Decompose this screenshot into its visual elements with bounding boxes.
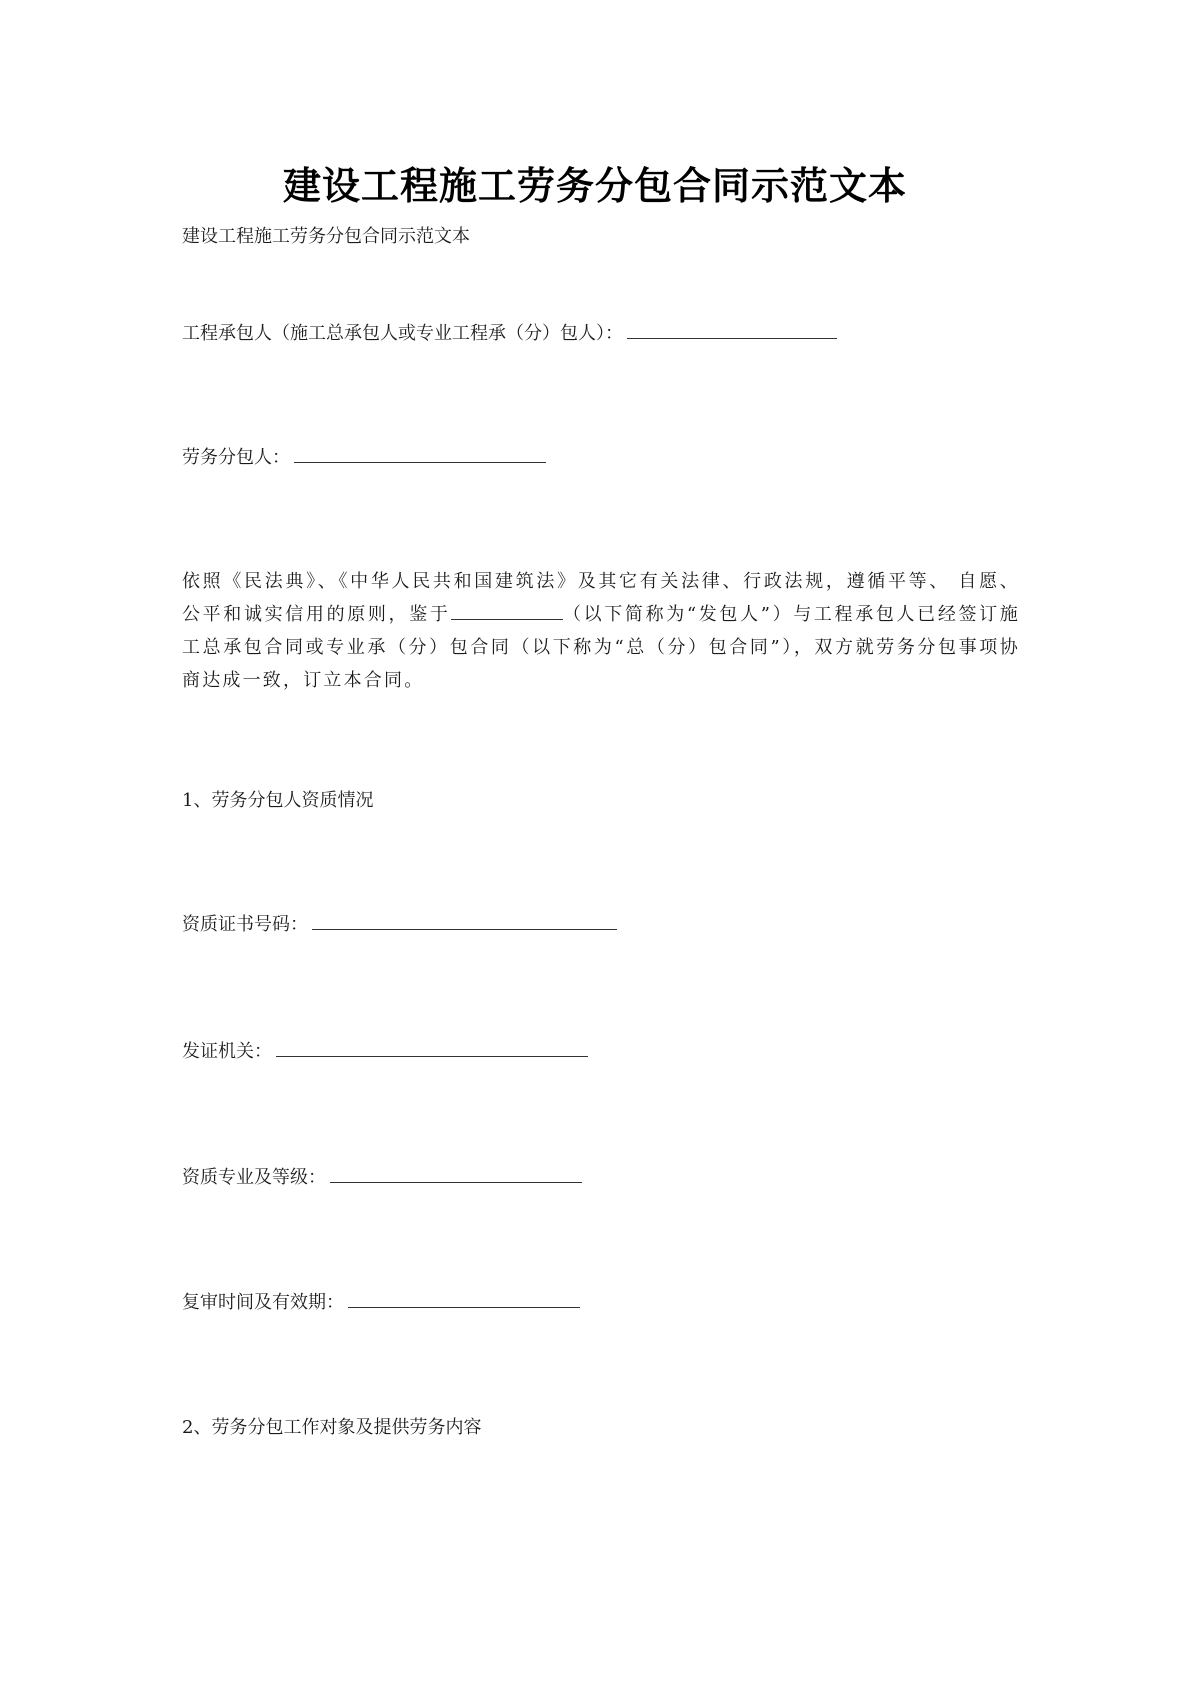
cert-number-field [182, 913, 617, 937]
issuing-authority-blank[interactable] [276, 1040, 588, 1057]
preamble-text-1: 依照《民法典》、《中华人民共和国建筑法》及其它有关法律、行政法规，遵循平等、 自愿、公平和诚实信用的原则，鉴于 [182, 571, 1020, 625]
contractor-blank[interactable] [627, 322, 837, 339]
review-validity-field [182, 1291, 580, 1315]
review-validity-blank[interactable] [348, 1291, 580, 1308]
cert-number-blank[interactable] [312, 913, 617, 930]
employer-blank[interactable] [451, 601, 563, 620]
contractor-label: 工程承包人（施工总承包人或专业工程承（分）包人）： [182, 323, 623, 344]
subcontractor-label: 劳务分包人： [182, 447, 290, 468]
qualification-grade-blank[interactable] [330, 1166, 582, 1183]
document-title: 建设工程施工劳务分包合同示范文本 [282, 164, 907, 208]
preamble-text-2: （以下简称为“发包人”）与工程承包人已经签订施工总承包合同或专业承（分）包合同（以下称为“总（分）包合同”），双方就劳务分包事项协商达成一致，订立本合同。 [182, 604, 1020, 691]
section2-heading: 2、劳务分包工作对象及提供劳务内容 [182, 1417, 482, 1438]
qualification-grade-field [182, 1166, 582, 1190]
subcontractor-blank[interactable] [294, 446, 546, 463]
review-validity-label: 复审时间及有效期： [182, 1292, 344, 1313]
subcontractor-field [182, 446, 546, 470]
qualification-grade-label: 资质专业及等级： [182, 1167, 326, 1188]
section1-heading: 1、劳务分包人资质情况 [182, 790, 374, 811]
cert-number-label: 资质证书号码： [182, 914, 308, 935]
issuing-authority-field [182, 1040, 588, 1064]
contractor-field [182, 322, 837, 346]
preamble-paragraph [182, 565, 1020, 697]
document-subtitle: 建设工程施工劳务分包合同示范文本 [182, 226, 470, 247]
issuing-authority-label: 发证机关： [182, 1041, 272, 1062]
